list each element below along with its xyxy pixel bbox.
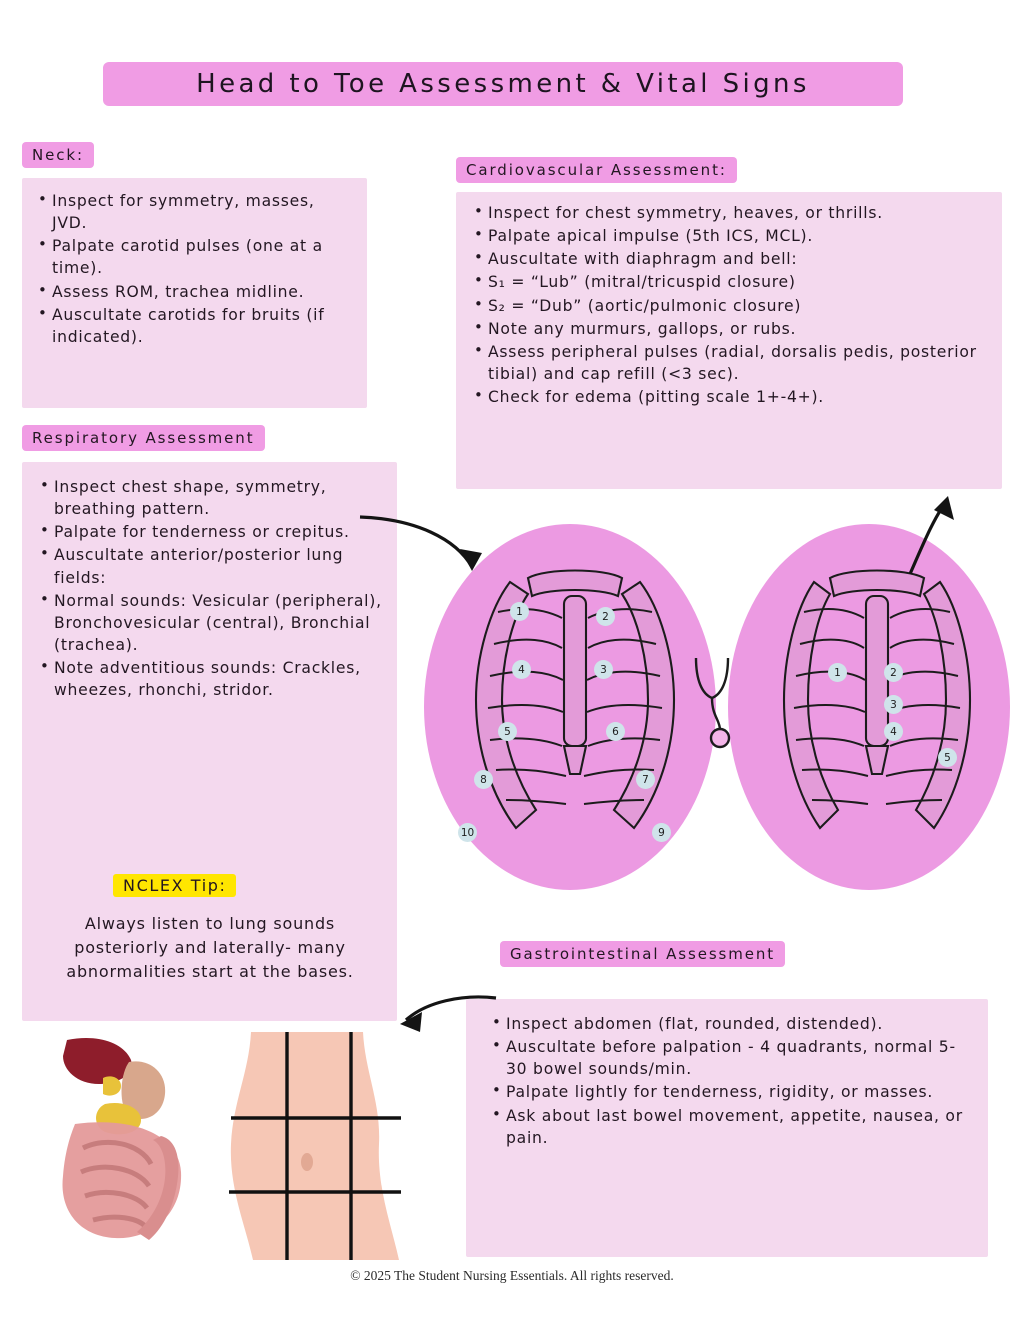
auscultation-point: 1 xyxy=(828,663,847,682)
list-item: • Palpate apical impulse (5th ICS, MCL). xyxy=(488,225,990,247)
section-heading-respiratory: Respiratory Assessment xyxy=(22,425,265,451)
list-item: • Auscultate with diaphragm and bell: xyxy=(488,248,990,270)
arrow-thorax-to-cardiovascular xyxy=(900,488,970,583)
section-heading-cardiovascular: Cardiovascular Assessment: xyxy=(456,157,737,183)
page-title: Head to Toe Assessment & Vital Signs xyxy=(196,69,810,99)
arrow-respiratory-to-thorax xyxy=(356,505,496,595)
list-item: • Inspect for symmetry, masses, JVD. xyxy=(52,190,355,234)
auscultation-point: 5 xyxy=(498,722,517,741)
auscultation-point: 6 xyxy=(606,722,625,741)
panel-neck xyxy=(22,178,367,408)
list-item: • Inspect abdomen (flat, rounded, distended). xyxy=(506,1013,976,1035)
list-item: • Assess peripheral pulses (radial, dorsalis pedis, posterior tibial) and cap refill (<3 sec). xyxy=(488,341,990,385)
list-item: • Normal sounds: Vesicular (peripheral), Bronchovesicular (central), Bronchial (trachea). xyxy=(54,590,385,656)
copyright-footer: © 2025 The Student Nursing Essentials. All rights reserved. xyxy=(350,1268,674,1283)
auscultation-point: 9 xyxy=(652,823,671,842)
auscultation-point: 4 xyxy=(512,660,531,679)
list-item: • Note adventitious sounds: Crackles, wheezes, rhonchi, stridor. xyxy=(54,657,385,701)
nclex-tip-label: NCLEX Tip: xyxy=(113,874,236,897)
ribcage-anterior-illustration xyxy=(440,560,710,870)
auscultation-point: 8 xyxy=(474,770,493,789)
auscultation-point: 3 xyxy=(884,695,903,714)
digestive-system-illustration xyxy=(45,1032,215,1257)
auscultation-point: 2 xyxy=(884,663,903,682)
list-item: • Palpate lightly for tenderness, rigidity, or masses. xyxy=(506,1081,976,1103)
ribcage-posterior-illustration xyxy=(752,560,1002,870)
auscultation-point: 2 xyxy=(596,607,615,626)
list-item: • S₂ = “Dub” (aortic/pulmonic closure) xyxy=(488,295,990,317)
auscultation-point: 5 xyxy=(938,748,957,767)
list-item: • S₁ = “Lub” (mitral/tricuspid closure) xyxy=(488,271,990,293)
stethoscope-icon xyxy=(686,654,738,750)
panel-gastrointestinal xyxy=(466,999,988,1257)
list-item: • Auscultate carotids for bruits (if indicated). xyxy=(52,304,355,348)
auscultation-point: 1 xyxy=(510,602,529,621)
list-item: • Ask about last bowel movement, appetite, nausea, or pain. xyxy=(506,1105,976,1149)
list-item: • Check for edema (pitting scale 1+-4+). xyxy=(488,386,990,408)
auscultation-point: 7 xyxy=(636,770,655,789)
section-heading-neck: Neck: xyxy=(22,142,94,168)
arrow-to-abdomen xyxy=(392,990,502,1038)
list-item: • Assess ROM, trachea midline. xyxy=(52,281,355,303)
nclex-tip-text: Always listen to lung sounds posteriorly and laterally- many abnormalities start at the bases. xyxy=(66,914,354,981)
list-item: • Inspect chest shape, symmetry, breathing pattern. xyxy=(54,476,385,520)
list-item: • Palpate for tenderness or crepitus. xyxy=(54,521,385,543)
panel-cardiovascular xyxy=(456,192,1002,489)
abdominal-quadrants-illustration xyxy=(215,1032,430,1260)
section-heading-gastrointestinal: Gastrointestinal Assessment xyxy=(500,941,785,967)
list-item: • Note any murmurs, gallops, or rubs. xyxy=(488,318,990,340)
auscultation-point: 10 xyxy=(458,823,477,842)
list-item: • Palpate carotid pulses (one at a time). xyxy=(52,235,355,279)
list-item: • Auscultate anterior/posterior lung fields: xyxy=(54,544,385,588)
auscultation-point: 4 xyxy=(884,722,903,741)
auscultation-point: 3 xyxy=(594,660,613,679)
list-item: • Inspect for chest symmetry, heaves, or thrills. xyxy=(488,202,990,224)
list-item: • Auscultate before palpation - 4 quadrants, normal 5-30 bowel sounds/min. xyxy=(506,1036,976,1080)
